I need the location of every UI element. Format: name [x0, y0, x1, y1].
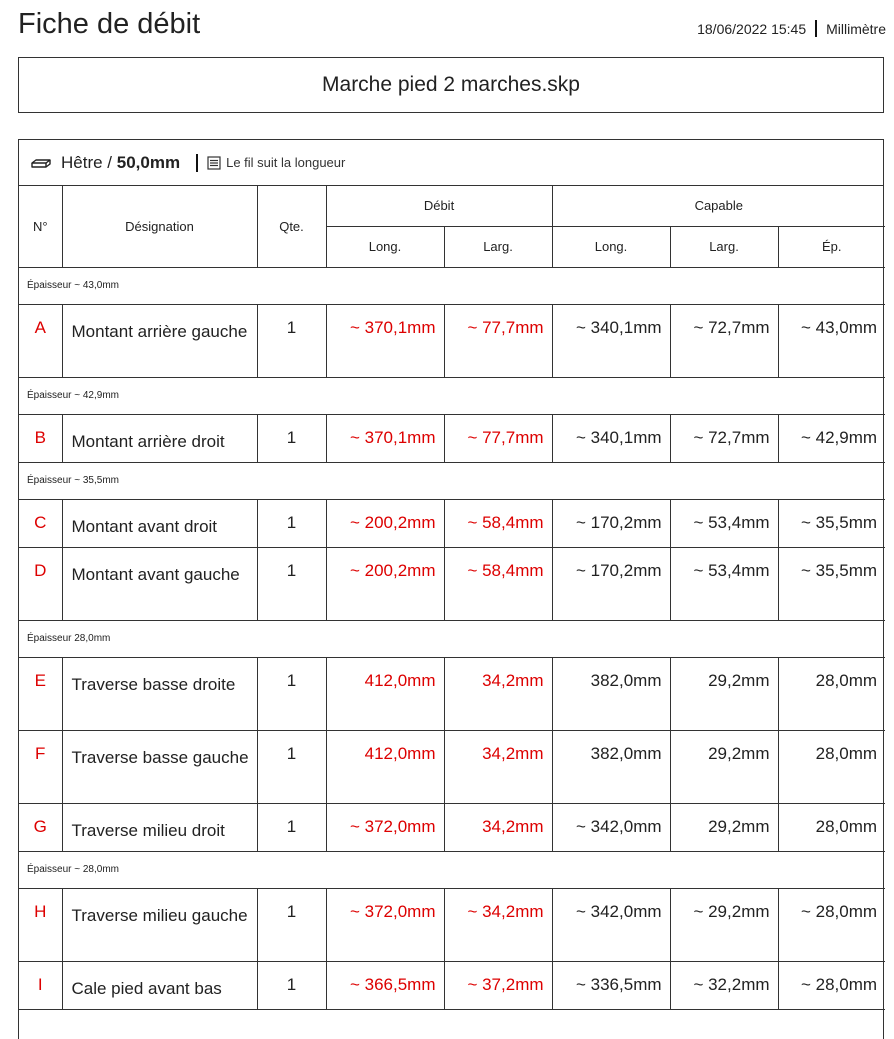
file-name: Marche pied 2 marches.skp — [322, 73, 580, 96]
capable-long: ~ 170,2mm — [552, 499, 670, 547]
capable-ep: ~ 35,5mm — [778, 547, 885, 620]
meta-divider — [815, 20, 817, 37]
col-header-capable-larg: Larg. — [670, 226, 778, 267]
col-header-n: N° — [19, 186, 62, 267]
col-header-debit-larg: Larg. — [444, 226, 552, 267]
table-row — [19, 961, 885, 1009]
part-designation: Cale pied avant bas — [62, 961, 257, 1009]
thickness-group-label: Épaisseur ~ 28,0mm — [19, 851, 885, 888]
capable-long: ~ 340,1mm — [552, 414, 670, 462]
part-id: D — [19, 547, 62, 620]
part-id: A — [19, 304, 62, 377]
part-designation: Montant arrière gauche — [62, 304, 257, 377]
part-id: B — [19, 414, 62, 462]
debit-long: ~ 372,0mm — [326, 803, 444, 851]
capable-ep: ~ 28,0mm — [778, 888, 885, 961]
units-label: Millimètre — [826, 20, 886, 37]
capable-larg: 29,2mm — [670, 803, 778, 851]
table-continuation — [19, 1009, 885, 1039]
capable-larg: ~ 72,7mm — [670, 414, 778, 462]
capable-larg: ~ 53,4mm — [670, 547, 778, 620]
part-qte: 1 — [257, 961, 326, 1009]
capable-long: ~ 336,5mm — [552, 961, 670, 1009]
part-designation: Montant avant gauche — [62, 547, 257, 620]
part-designation: Montant arrière droit — [62, 414, 257, 462]
capable-larg: 29,2mm — [670, 730, 778, 803]
thickness-group-label: Épaisseur 28,0mm — [19, 620, 885, 657]
part-qte: 1 — [257, 304, 326, 377]
capable-long: ~ 340,1mm — [552, 304, 670, 377]
material-name: Hêtre / — [61, 152, 113, 172]
part-id: E — [19, 657, 62, 730]
capable-ep: 28,0mm — [778, 657, 885, 730]
capable-larg: ~ 29,2mm — [670, 888, 778, 961]
thickness-group-label: Épaisseur ~ 42,9mm — [19, 377, 885, 414]
debit-larg: ~ 77,7mm — [444, 414, 552, 462]
part-qte: 1 — [257, 657, 326, 730]
debit-long: ~ 366,5mm — [326, 961, 444, 1009]
capable-ep: ~ 35,5mm — [778, 499, 885, 547]
part-qte: 1 — [257, 499, 326, 547]
col-header-debit: Débit — [326, 186, 552, 226]
capable-larg: ~ 32,2mm — [670, 961, 778, 1009]
debit-long: ~ 370,1mm — [326, 304, 444, 377]
grain-text: Le fil suit la longueur — [226, 155, 346, 170]
debit-larg: ~ 58,4mm — [444, 499, 552, 547]
capable-ep: ~ 42,9mm — [778, 414, 885, 462]
table-row — [19, 499, 885, 547]
table-row — [19, 304, 885, 377]
part-qte: 1 — [257, 414, 326, 462]
debit-larg: 34,2mm — [444, 657, 552, 730]
capable-long: 382,0mm — [552, 730, 670, 803]
capable-larg: ~ 53,4mm — [670, 499, 778, 547]
col-header-qte: Qte. — [257, 186, 326, 267]
table-row — [19, 414, 885, 462]
thickness-group-label: Épaisseur ~ 35,5mm — [19, 462, 885, 499]
capable-ep: 28,0mm — [778, 730, 885, 803]
material-header — [19, 140, 883, 186]
debit-long: ~ 370,1mm — [326, 414, 444, 462]
table-row — [19, 547, 885, 620]
debit-larg: ~ 58,4mm — [444, 547, 552, 620]
part-id: G — [19, 803, 62, 851]
debit-larg: ~ 37,2mm — [444, 961, 552, 1009]
report-datetime: 18/06/2022 15:45 — [697, 20, 807, 37]
debit-long: 412,0mm — [326, 730, 444, 803]
table-row — [19, 730, 885, 803]
report-meta — [697, 20, 886, 37]
debit-larg: ~ 34,2mm — [444, 888, 552, 961]
file-name-box — [18, 57, 884, 113]
part-id: F — [19, 730, 62, 803]
part-id: H — [19, 888, 62, 961]
material-thickness: 50,0mm — [116, 152, 181, 172]
debit-larg: ~ 77,7mm — [444, 304, 552, 377]
col-header-ep: Ép. — [778, 226, 885, 267]
col-header-capable-long: Long. — [552, 226, 670, 267]
grain-direction — [207, 155, 345, 170]
part-qte: 1 — [257, 547, 326, 620]
debit-larg: 34,2mm — [444, 730, 552, 803]
part-designation: Traverse basse droite — [62, 657, 257, 730]
capable-long: ~ 342,0mm — [552, 888, 670, 961]
debit-long: ~ 372,0mm — [326, 888, 444, 961]
parts-table — [19, 186, 885, 1039]
col-header-capable: Capable — [552, 186, 885, 226]
part-designation: Traverse milieu droit — [62, 803, 257, 851]
material-divider — [196, 154, 198, 172]
capable-ep: 28,0mm — [778, 803, 885, 851]
debit-long: ~ 200,2mm — [326, 499, 444, 547]
part-designation: Montant avant droit — [62, 499, 257, 547]
part-qte: 1 — [257, 803, 326, 851]
col-header-designation: Désignation — [62, 186, 257, 267]
table-row — [19, 803, 885, 851]
col-header-debit-long: Long. — [326, 226, 444, 267]
capable-long: ~ 342,0mm — [552, 803, 670, 851]
capable-long: 382,0mm — [552, 657, 670, 730]
thickness-group-label: Épaisseur ~ 43,0mm — [19, 267, 885, 304]
part-qte: 1 — [257, 730, 326, 803]
part-qte: 1 — [257, 888, 326, 961]
debit-larg: 34,2mm — [444, 803, 552, 851]
part-id: C — [19, 499, 62, 547]
board-icon — [29, 154, 55, 172]
cutting-list — [18, 139, 884, 1039]
table-row — [19, 888, 885, 961]
capable-ep: ~ 43,0mm — [778, 304, 885, 377]
capable-ep: ~ 28,0mm — [778, 961, 885, 1009]
capable-long: ~ 170,2mm — [552, 547, 670, 620]
capable-larg: ~ 72,7mm — [670, 304, 778, 377]
grain-icon — [207, 156, 221, 170]
debit-long: 412,0mm — [326, 657, 444, 730]
part-designation: Traverse milieu gauche — [62, 888, 257, 961]
table-row — [19, 657, 885, 730]
capable-larg: 29,2mm — [670, 657, 778, 730]
page-title: Fiche de débit — [18, 8, 201, 40]
debit-long: ~ 200,2mm — [326, 547, 444, 620]
part-designation: Traverse basse gauche — [62, 730, 257, 803]
part-id: I — [19, 961, 62, 1009]
